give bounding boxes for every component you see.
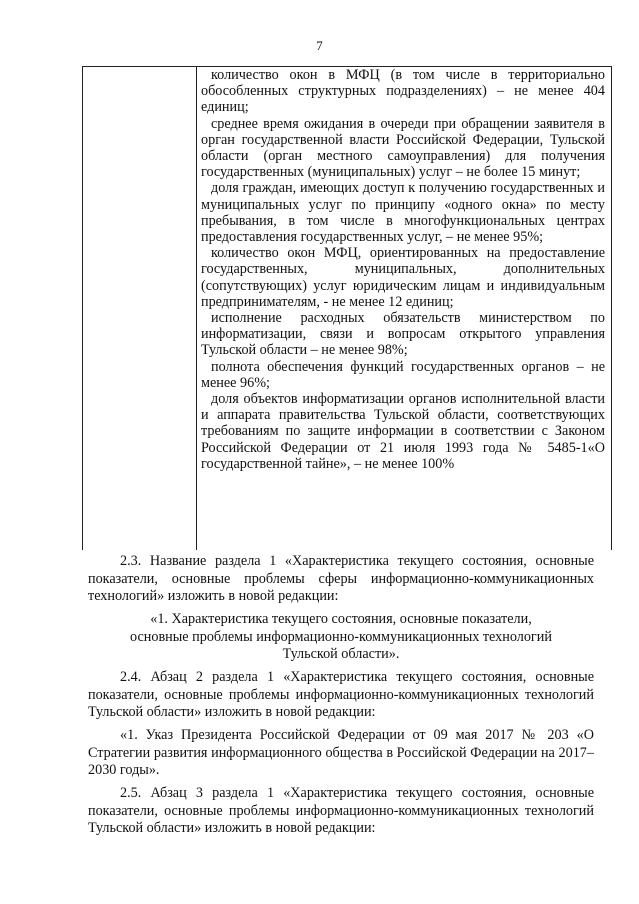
paragraph-2-4: 2.4. Абзац 2 раздела 1 «Характеристика текущего состояния, основные показатели, основные проблемы информационно-коммуникационных технологий Тульской области» изложить в новой редакции: (88, 669, 594, 720)
table-item: полнота обеспечения функций государственных органов – не менее 96%; (201, 358, 605, 391)
section-2-3-title (88, 611, 594, 664)
quoted-title-line-3: Тульской области». (282, 646, 400, 662)
quoted-title-line-2: основные проблемы информационно-коммуникационных технологий (130, 628, 552, 645)
section-2-5 (88, 785, 594, 838)
table-item: среднее время ожидания в очереди при обращении заявителя в орган государственной власти Российской Федерации, Тульской области (орган местного самоуправления) для получения государственных (муниципальных) услуг – не более 15 минут; (201, 115, 605, 181)
quoted-title-line-1: «1. Характеристика текущего состояния, основные показатели, (150, 611, 532, 627)
indicators-table (82, 66, 612, 550)
table-item: доля объектов информатизации органов исполнительной власти и аппарата правительства Тульской области, соответствующих требованиям по защите информации в соответствии с Законом Российской Федерации от 21 июля 1993 года № 5485-1«О государственной тайне», – не менее 100% (201, 391, 605, 472)
section-2-4-quote (88, 727, 594, 780)
table-right-cell (201, 67, 605, 472)
table-item: количество окон в МФЦ (в том числе в территориально обособленных структурных подразделениях) – не менее 404 единиц; (201, 67, 605, 116)
paragraph-2-5: 2.5. Абзац 3 раздела 1 «Характеристика текущего состояния, основные показатели, основные проблемы информационно-коммуникационных технологий Тульской области» изложить в новой редакции: (88, 785, 594, 836)
paragraph-2-3: 2.3. Название раздела 1 «Характеристика текущего состояния, основные показатели, основные проблемы сферы информационно-коммуникационных технологий» изложить в новой редакции: (88, 553, 594, 604)
page-number: 7 (316, 38, 323, 53)
table-column-divider (196, 67, 197, 550)
section-2-4 (88, 669, 594, 722)
table-item: количество окон МФЦ, ориентированных на предоставление государственных, муниципальных, дополнительных (сопутствующих) услуг юридическим лицам и индивидуальным предпринимателям, - не менее 12 единиц; (201, 245, 605, 310)
table-item: исполнение расходных обязательств министерством по информатизации, связи и вопросам открытого управления Тульской области – не менее 98%; (201, 310, 605, 359)
section-2-3 (88, 553, 594, 606)
table-item: доля граждан, имеющих доступ к получению государственных и муниципальных услуг по принципу «одного окна» по месту пребывания, в том числе в многофункциональных центрах предоставления государственных услуг, – не менее 95%; (201, 180, 605, 246)
paragraph-2-4-quote: «1. Указ Президента Российской Федерации от 09 мая 2017 № 203 «О Стратегии развития информационного общества в Российской Федерации на 2017–2030 годы». (88, 727, 594, 778)
